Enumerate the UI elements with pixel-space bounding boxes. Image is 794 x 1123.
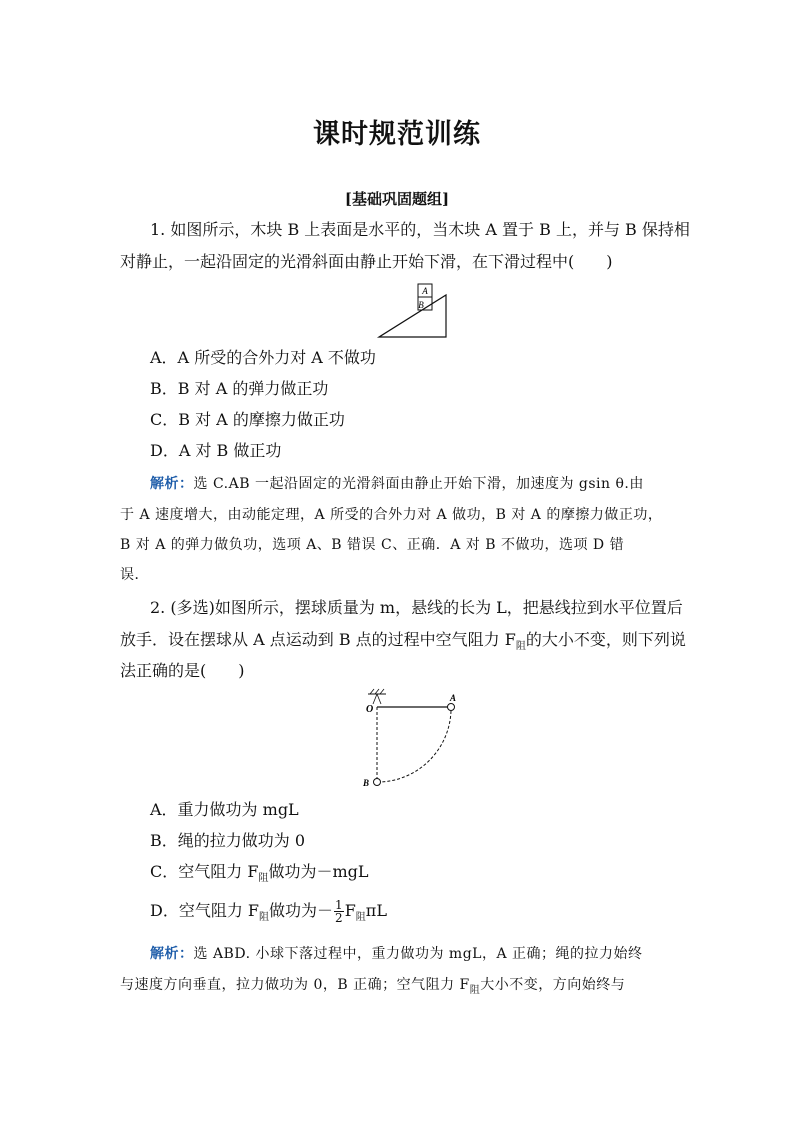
q2-option-d-pre: D．空气阻力 F	[150, 901, 260, 920]
section-heading: [基础巩固题组]	[344, 190, 450, 208]
q2-option-c-post: 做功为－mgL	[268, 862, 369, 881]
q2-option-b: B．绳的拉力做功为 0	[150, 831, 306, 850]
pendulum-figure	[360, 688, 460, 792]
ball-at-a	[448, 704, 455, 711]
page-title: 课时规范训练	[313, 119, 481, 150]
q2-option-d-end: πL	[365, 901, 387, 920]
q2-solution-line1	[150, 944, 643, 964]
q1-option-a: A．A 所受的合外力对 A 不做功	[150, 348, 376, 367]
q2-solution-line2-sub: 阻	[469, 984, 481, 996]
q2-stem-line1: 2. (多选)如图所示，摆球质量为 m，悬线的长为 L，把悬线拉到水平位置后	[150, 598, 683, 617]
point-o-label: O	[366, 704, 374, 715]
q1-option-c: C．B 对 A 的摩擦力做正功	[150, 410, 345, 429]
q1-solution-label: 解析：	[150, 476, 194, 492]
q2-solution-text1: 选 ABD. 小球下落过程中，重力做功为 mgL，A 正确；绳的拉力始终	[193, 946, 643, 962]
incline-figure	[376, 280, 450, 342]
q2-option-c	[150, 862, 368, 889]
fraction-half	[334, 899, 344, 924]
point-a-label: A	[450, 693, 457, 703]
q2-stem-line3: 法正确的是( )	[120, 661, 245, 680]
q2-option-d-sub: 阻	[259, 912, 270, 924]
q1-option-b: B．B 对 A 的弹力做正功	[150, 379, 329, 398]
q1-option-d: D．A 对 B 做正功	[150, 441, 282, 460]
q2-solution-line2	[120, 975, 625, 1001]
block-b-label: B	[418, 300, 424, 310]
q1-solution-line2: 于 A 速度增大，由动能定理，A 所受的合外力对 A 做功，B 对 A 的摩擦力做正功，	[120, 507, 663, 523]
q2-option-a: A．重力做功为 mgL	[150, 800, 299, 819]
swing-arc	[381, 711, 451, 782]
q2-option-d-f: F	[344, 901, 356, 920]
q2-stem-line2-pre: 放手．设在摆球从 A 点运动到 B 点的过程中空气阻力 F	[120, 630, 516, 649]
q1-stem-line2: 对静止，一起沿固定的光滑斜面由静止开始下滑，在下滑过程中( )	[120, 252, 613, 271]
q2-solution-line2-post: 大小不变，方向始终与	[480, 977, 626, 993]
ball-at-b	[374, 779, 381, 786]
q2-stem-line2-post: 的大小不变，则下列说	[525, 630, 686, 649]
q2-option-c-sub: 阻	[258, 873, 269, 885]
q1-solution-text1: 选 C.AB 一起沿固定的光滑斜面由静止开始下滑，加速度为 gsin θ.由	[193, 476, 644, 492]
q2-option-c-pre: C．空气阻力 F	[150, 862, 259, 881]
q2-option-d-mid: 做功为－	[269, 901, 334, 920]
q1-solution-line1	[150, 474, 644, 494]
q2-stem-line2-sub: 阻	[515, 641, 526, 653]
incline-triangle	[379, 295, 446, 337]
q1-solution-line4: 误．	[120, 567, 149, 583]
q2-solution-line2-pre: 与速度方向垂直，拉力做功为 0，B 正确；空气阻力 F	[120, 977, 470, 993]
fraction-denominator: 2	[335, 911, 343, 925]
block-a-label: A	[422, 286, 428, 296]
q1-solution-line3: B 对 A 的弹力做负功，选项 A、B 错误 C、正确．A 对 B 不做功，选项 D 错	[120, 537, 625, 553]
q2-option-d	[150, 899, 387, 928]
q2-option-d-sub2: 阻	[355, 912, 366, 924]
q2-solution-label: 解析：	[150, 946, 194, 962]
q2-stem-line2	[120, 630, 686, 657]
point-b-label: B	[363, 778, 370, 788]
fraction-numerator: 1	[335, 898, 343, 912]
q1-stem-line1: 1. 如图所示，木块 B 上表面是水平的，当木块 A 置于 B 上，并与 B 保持相	[150, 220, 690, 239]
